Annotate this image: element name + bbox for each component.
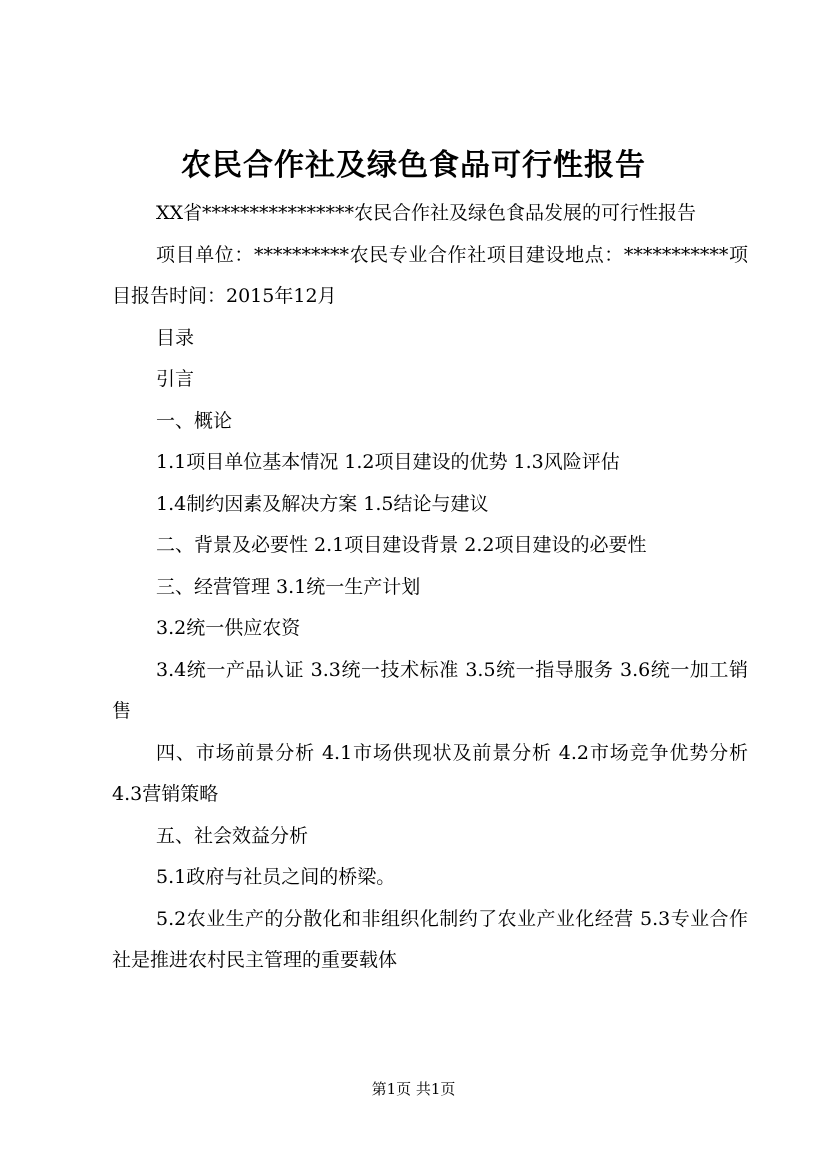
paragraph-project-info: 项目单位：**********农民专业合作社项目建设地点：***********项目报告时间：2015年12月 bbox=[112, 243, 748, 307]
paragraph-toc-5-2-to-5-3: 5.2农业生产的分散化和非组织化制约了农业产业化经营 5.3专业合作社是推进农村民主管理的重要载体 bbox=[112, 907, 748, 971]
paragraph-toc-5-1: 5.1政府与社员之间的桥梁。 bbox=[156, 866, 396, 888]
paragraph-toc-1-4-to-1-5: 1.4制约因素及解决方案 1.5结论与建议 bbox=[156, 492, 489, 515]
document-body bbox=[112, 193, 748, 982]
paragraph-toc-1-1-to-1-3: 1.1项目单位基本情况 1.2项目建设的优势 1.3风险评估 bbox=[156, 451, 620, 473]
paragraph-toc-3-2: 3.2统一供应农资 bbox=[156, 617, 301, 639]
paragraph-toc-section-4: 四、市场前景分析 4.1市场供现状及前景分析 4.2市场竞争优势分析 4.3营销策略 bbox=[112, 741, 748, 805]
document-title: 农民合作社及绿色食品可行性报告 bbox=[181, 148, 646, 183]
paragraph-toc-section-1: 一、概论 bbox=[156, 409, 233, 432]
paragraph-toc-section-3: 三、经营管理 3.1统一生产计划 bbox=[156, 575, 421, 598]
page-footer: 第1页 共1页 bbox=[371, 1080, 456, 1098]
paragraph-toc-heading: 目录 bbox=[156, 326, 195, 349]
paragraph-toc-section-5: 五、社会效益分析 bbox=[156, 824, 309, 847]
paragraph-toc-3-3-to-3-6: 3.4统一产品认证 3.3统一技术标准 3.5统一指导服务 3.6统一加工销售 bbox=[112, 658, 748, 722]
paragraph-intro: XX省****************农民合作社及绿色食品发展的可行性报告 bbox=[156, 202, 697, 224]
paragraph-toc-section-2: 二、背景及必要性 2.1项目建设背景 2.2项目建设的必要性 bbox=[156, 534, 647, 556]
paragraph-toc-preface: 引言 bbox=[156, 368, 195, 390]
